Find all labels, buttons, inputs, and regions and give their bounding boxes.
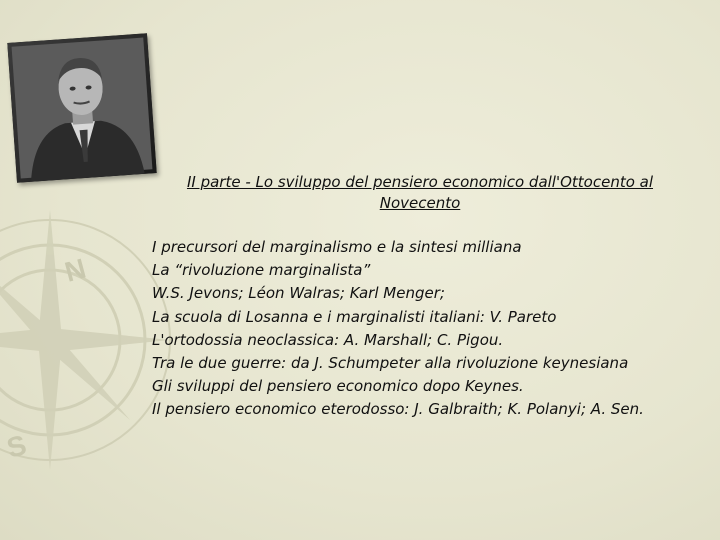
topic-item: I precursori del marginalismo e la sintesi milliana [152, 238, 522, 256]
topic-item: La “rivoluzione marginalista” [152, 261, 371, 280]
topic-item: La scuola di Losanna e i marginalisti italiani: V. Pareto [152, 307, 557, 326]
topic-item: Tra le due guerre: da J. Schumpeter alla rivoluzione keynesiana [152, 354, 629, 373]
compass-letter-n: N [61, 252, 90, 288]
topic-item: Il pensiero economico eterodosso: J. Galbraith; K. Polanyi; A. Sen. [152, 400, 644, 419]
slide-title [160, 172, 680, 214]
topic-item: Gli sviluppi del pensiero economico dopo Keynes. [152, 377, 524, 396]
portrait-photo [7, 33, 156, 182]
topic-item: L'ortodossia neoclassica: A. Marshall; C. Pigou. [152, 330, 504, 349]
topic-item: W.S. Jevons; Léon Walras; Karl Menger; [152, 284, 445, 303]
compass-letter-s: S [3, 429, 30, 464]
slide-title-line-1: II parte - Lo sviluppo del pensiero economico dall'Ottocento al [186, 173, 654, 191]
topic-list [152, 236, 712, 422]
slide-title-line-2: Novecento [379, 194, 461, 212]
